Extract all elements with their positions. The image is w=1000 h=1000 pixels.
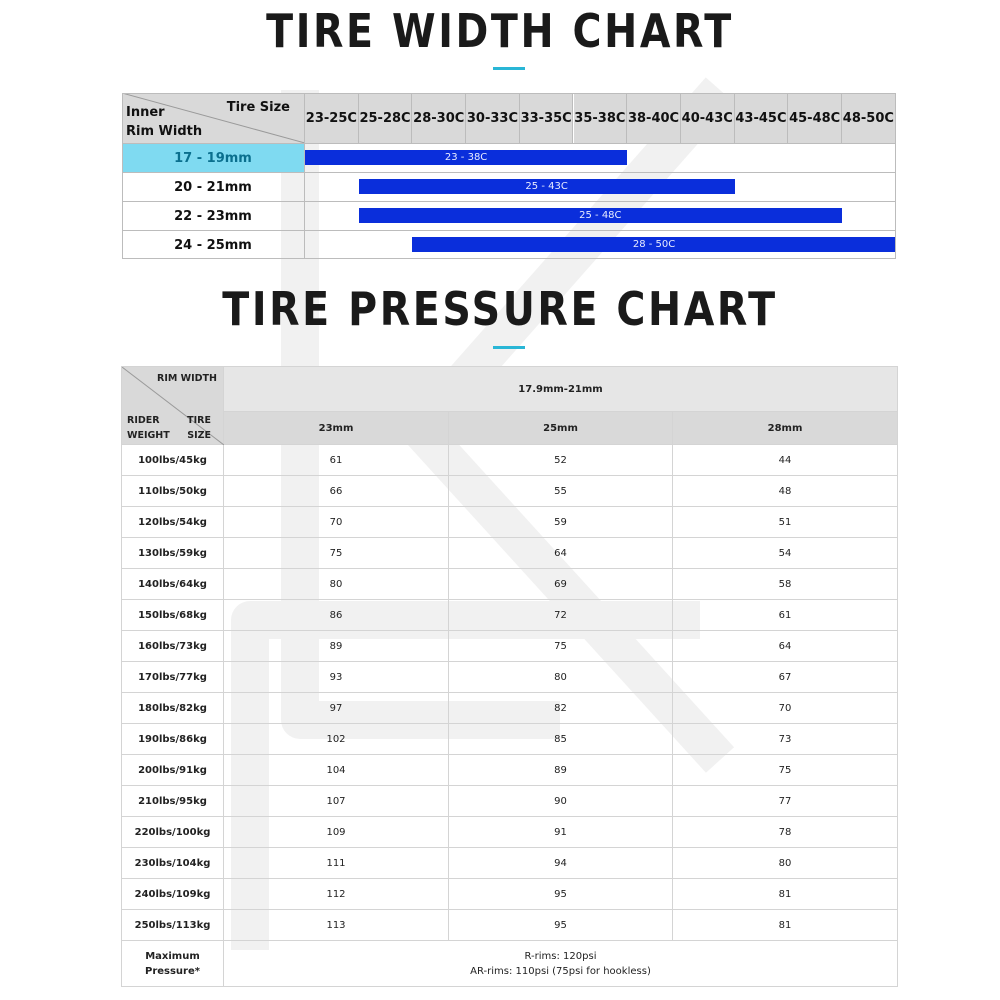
tire-size-tick-label: 28-30C bbox=[412, 93, 466, 143]
corner-size-label: SIZE bbox=[187, 430, 211, 441]
table-row bbox=[122, 848, 898, 879]
pressure-value-cell: 44 bbox=[673, 445, 898, 476]
pressure-value-cell: 80 bbox=[224, 569, 449, 600]
table-row bbox=[122, 693, 898, 724]
table-row bbox=[122, 662, 898, 693]
table-row bbox=[122, 538, 898, 569]
pressure-value-cell: 54 bbox=[673, 538, 898, 569]
rider-weight-cell: 100lbs/45kg bbox=[122, 445, 224, 476]
rider-weight-cell: 240lbs/109kg bbox=[122, 879, 224, 910]
max-pressure-label-line1: Maximum bbox=[145, 950, 200, 962]
rider-weight-cell: 140lbs/64kg bbox=[122, 569, 224, 600]
pressure-value-cell: 95 bbox=[449, 910, 673, 941]
corner-rim-width-label: Rim Width bbox=[126, 124, 203, 139]
max-pressure-ar-rims: AR-rims: 110psi (75psi for hookless) bbox=[470, 965, 651, 977]
rider-weight-cell: 250lbs/113kg bbox=[122, 910, 224, 941]
tire-size-tick-label: 38-40C bbox=[627, 93, 681, 143]
pressure-value-cell: 75 bbox=[673, 755, 898, 786]
table-row bbox=[122, 631, 898, 662]
pressure-value-cell: 102 bbox=[224, 724, 449, 755]
pressure-chart-title: TIRE PRESSURE CHART bbox=[222, 282, 778, 336]
pressure-value-cell: 81 bbox=[673, 879, 898, 910]
pressure-value-cell: 89 bbox=[224, 631, 449, 662]
pressure-value-cell: 112 bbox=[224, 879, 449, 910]
rider-weight-cell: 230lbs/104kg bbox=[122, 848, 224, 879]
pressure-value-cell: 70 bbox=[224, 507, 449, 538]
pressure-value-cell: 80 bbox=[449, 662, 673, 693]
table-row bbox=[122, 910, 898, 941]
table-row bbox=[122, 600, 898, 631]
rim-width-label: 24 - 25mm bbox=[122, 231, 305, 259]
max-pressure-label-line2: Pressure* bbox=[144, 965, 200, 977]
pressure-value-cell: 72 bbox=[449, 600, 673, 631]
pressure-value-cell: 107 bbox=[224, 786, 449, 817]
rider-weight-cell: 150lbs/68kg bbox=[122, 600, 224, 631]
tire-range-bar: 28 - 50C bbox=[412, 237, 895, 252]
table-row bbox=[122, 817, 898, 848]
pressure-value-cell: 77 bbox=[673, 786, 898, 817]
pressure-value-cell: 58 bbox=[673, 569, 898, 600]
pressure-value-cell: 89 bbox=[449, 755, 673, 786]
rider-weight-cell: 210lbs/95kg bbox=[122, 786, 224, 817]
rider-weight-cell: 180lbs/82kg bbox=[122, 693, 224, 724]
rider-weight-cell: 130lbs/59kg bbox=[122, 538, 224, 569]
corner-inner-label: Inner bbox=[126, 105, 165, 120]
tire-size-tick-label: 45-48C bbox=[788, 93, 842, 143]
pressure-value-cell: 66 bbox=[224, 476, 449, 507]
pressure-value-cell: 69 bbox=[449, 569, 673, 600]
corner-weight-label: WEIGHT bbox=[127, 430, 170, 441]
table-row bbox=[122, 755, 898, 786]
pressure-value-cell: 85 bbox=[449, 724, 673, 755]
pressure-value-cell: 61 bbox=[224, 445, 449, 476]
pressure-value-cell: 80 bbox=[673, 848, 898, 879]
pressure-table-corner bbox=[122, 367, 224, 445]
rim-width-label: 20 - 21mm bbox=[122, 173, 305, 201]
tire-pressure-table bbox=[121, 366, 898, 987]
pressure-chart-title-accent bbox=[493, 346, 525, 349]
pressure-value-cell: 59 bbox=[449, 507, 673, 538]
tire-range-bar: 23 - 38C bbox=[305, 150, 627, 165]
table-row bbox=[122, 879, 898, 910]
tire-size-tick-label: 30-33C bbox=[466, 93, 520, 143]
tire-range-bar: 25 - 48C bbox=[359, 208, 842, 223]
width-chart-title-accent bbox=[493, 67, 525, 70]
rim-width-label: 17 - 19mm bbox=[122, 144, 305, 172]
pressure-value-cell: 82 bbox=[449, 693, 673, 724]
max-pressure-r-rims: R-rims: 120psi bbox=[524, 950, 597, 962]
tire-size-tick-label: 48-50C bbox=[842, 93, 896, 143]
pressure-value-cell: 64 bbox=[449, 538, 673, 569]
max-pressure-note bbox=[224, 941, 898, 987]
corner-rim-width-label: RIM WIDTH bbox=[157, 373, 217, 384]
pressure-value-cell: 48 bbox=[673, 476, 898, 507]
width-chart-title: TIRE WIDTH CHART bbox=[266, 4, 734, 58]
tire-size-header: 28mm bbox=[673, 412, 898, 445]
pressure-value-cell: 78 bbox=[673, 817, 898, 848]
pressure-value-cell: 95 bbox=[449, 879, 673, 910]
pressure-value-cell: 73 bbox=[673, 724, 898, 755]
pressure-value-cell: 94 bbox=[449, 848, 673, 879]
pressure-value-cell: 109 bbox=[224, 817, 449, 848]
tire-size-header: 23mm bbox=[224, 412, 449, 445]
tire-width-chart bbox=[122, 93, 896, 259]
pressure-value-cell: 91 bbox=[449, 817, 673, 848]
pressure-value-cell: 93 bbox=[224, 662, 449, 693]
max-pressure-label bbox=[122, 941, 224, 987]
pressure-value-cell: 75 bbox=[449, 631, 673, 662]
tire-size-tick-label: 23-25C bbox=[305, 93, 359, 143]
pressure-value-cell: 111 bbox=[224, 848, 449, 879]
table-row bbox=[122, 786, 898, 817]
width-chart-border bbox=[122, 93, 896, 259]
rider-weight-cell: 170lbs/77kg bbox=[122, 662, 224, 693]
pressure-value-cell: 55 bbox=[449, 476, 673, 507]
pressure-value-cell: 81 bbox=[673, 910, 898, 941]
pressure-value-cell: 90 bbox=[449, 786, 673, 817]
corner-tire-label: TIRE bbox=[187, 415, 211, 426]
rider-weight-cell: 110lbs/50kg bbox=[122, 476, 224, 507]
rider-weight-cell: 200lbs/91kg bbox=[122, 755, 224, 786]
corner-rider-label: RIDER bbox=[127, 415, 160, 426]
tire-size-tick-label: 35-38C bbox=[574, 93, 628, 143]
pressure-value-cell: 70 bbox=[673, 693, 898, 724]
rider-weight-cell: 190lbs/86kg bbox=[122, 724, 224, 755]
pressure-value-cell: 97 bbox=[224, 693, 449, 724]
pressure-value-cell: 86 bbox=[224, 600, 449, 631]
rider-weight-cell: 220lbs/100kg bbox=[122, 817, 224, 848]
rim-width-value: 17.9mm-21mm bbox=[224, 367, 898, 412]
pressure-value-cell: 52 bbox=[449, 445, 673, 476]
tire-size-tick-label: 33-35C bbox=[520, 93, 574, 143]
rim-width-label: 22 - 23mm bbox=[122, 202, 305, 230]
tire-size-header: 25mm bbox=[449, 412, 673, 445]
pressure-value-cell: 104 bbox=[224, 755, 449, 786]
table-row bbox=[122, 569, 898, 600]
pressure-value-cell: 51 bbox=[673, 507, 898, 538]
corner-tire-size-label: Tire Size bbox=[226, 100, 290, 115]
pressure-value-cell: 67 bbox=[673, 662, 898, 693]
pressure-value-cell: 61 bbox=[673, 600, 898, 631]
table-row bbox=[122, 476, 898, 507]
pressure-value-cell: 64 bbox=[673, 631, 898, 662]
pressure-value-cell: 75 bbox=[224, 538, 449, 569]
rider-weight-cell: 160lbs/73kg bbox=[122, 631, 224, 662]
tire-size-tick-label: 25-28C bbox=[359, 93, 413, 143]
tire-size-tick-label: 43-45C bbox=[735, 93, 789, 143]
table-row bbox=[122, 507, 898, 538]
tire-size-tick-label: 40-43C bbox=[681, 93, 735, 143]
rider-weight-cell: 120lbs/54kg bbox=[122, 507, 224, 538]
tire-range-bar: 25 - 43C bbox=[359, 179, 735, 194]
table-row bbox=[122, 445, 898, 476]
table-row bbox=[122, 724, 898, 755]
pressure-value-cell: 113 bbox=[224, 910, 449, 941]
